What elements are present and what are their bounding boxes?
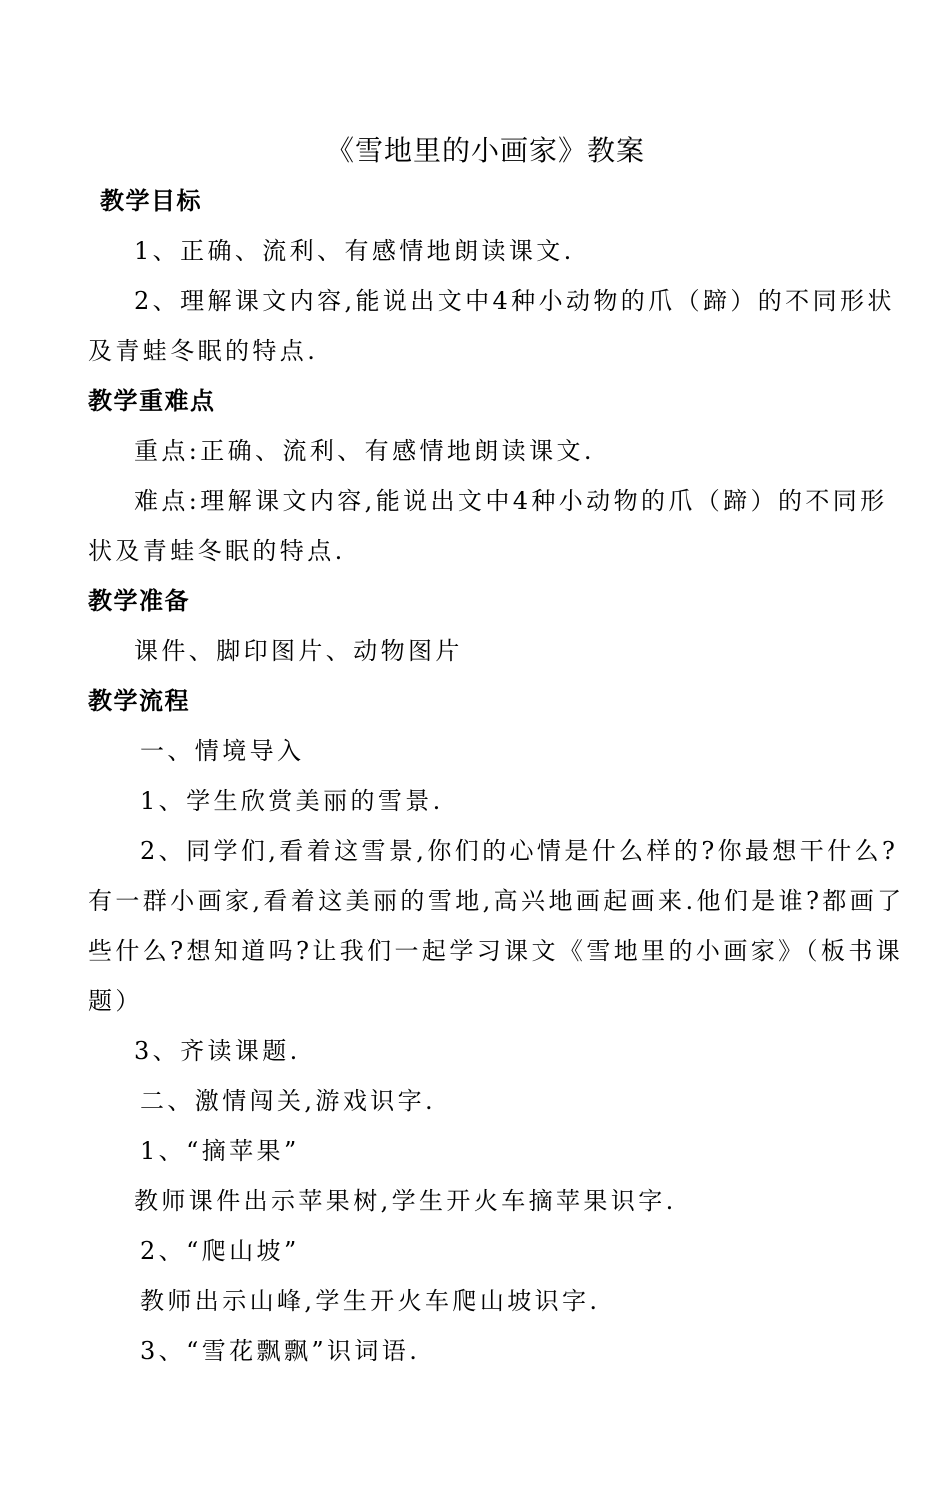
section-heading-process: 教学流程 — [88, 687, 190, 715]
process-line-10: 教师课件出示苹果树,学生开火车摘苹果识字. — [134, 1187, 677, 1215]
key-points-line-3: 状及青蛙冬眠的特点. — [88, 537, 346, 565]
process-line-1: 一、情境导入 — [140, 737, 305, 765]
section-heading-key-points: 教学重难点 — [88, 387, 216, 415]
process-line-3: 2、同学们,看着这雪景,你们的心情是什么样的?你最想干什么? — [140, 837, 899, 865]
process-line-4: 有一群小画家,看着这美丽的雪地,高兴地画起画来.他们是谁?都画了 — [88, 887, 905, 915]
section-heading-goals: 教学目标 — [100, 187, 202, 215]
process-line-5: 些什么?想知道吗?让我们一起学习课文《雪地里的小画家》（板书课 — [88, 937, 904, 965]
process-line-12: 教师出示山峰,学生开火车爬山坡识字. — [140, 1287, 601, 1315]
document-title: 《雪地里的小画家》教案 — [326, 134, 646, 167]
process-line-6: 题） — [88, 987, 143, 1015]
process-line-11: 2、“爬山坡” — [140, 1237, 300, 1265]
section-heading-preparation: 教学准备 — [88, 587, 190, 615]
process-line-9: 1、“摘苹果” — [140, 1137, 300, 1165]
goals-line-1: 1、正确、流利、有感情地朗读课文. — [134, 237, 575, 265]
process-line-8: 二、激情闯关,游戏识字. — [140, 1087, 437, 1115]
key-points-line-2: 难点:理解课文内容,能说出文中4种小动物的爪（蹄）的不同形 — [134, 487, 888, 515]
goals-line-3: 及青蛙冬眠的特点. — [88, 337, 319, 365]
goals-line-2: 2、理解课文内容,能说出文中4种小动物的爪（蹄）的不同形状 — [134, 287, 895, 315]
preparation-line-1: 课件、脚印图片、动物图片 — [134, 637, 463, 665]
key-points-line-1: 重点:正确、流利、有感情地朗读课文. — [134, 437, 595, 465]
process-line-7: 3、齐读课题. — [134, 1037, 301, 1065]
process-line-2: 1、学生欣赏美丽的雪景. — [140, 787, 444, 815]
process-line-13: 3、“雪花飘飘”识词语. — [140, 1337, 421, 1365]
